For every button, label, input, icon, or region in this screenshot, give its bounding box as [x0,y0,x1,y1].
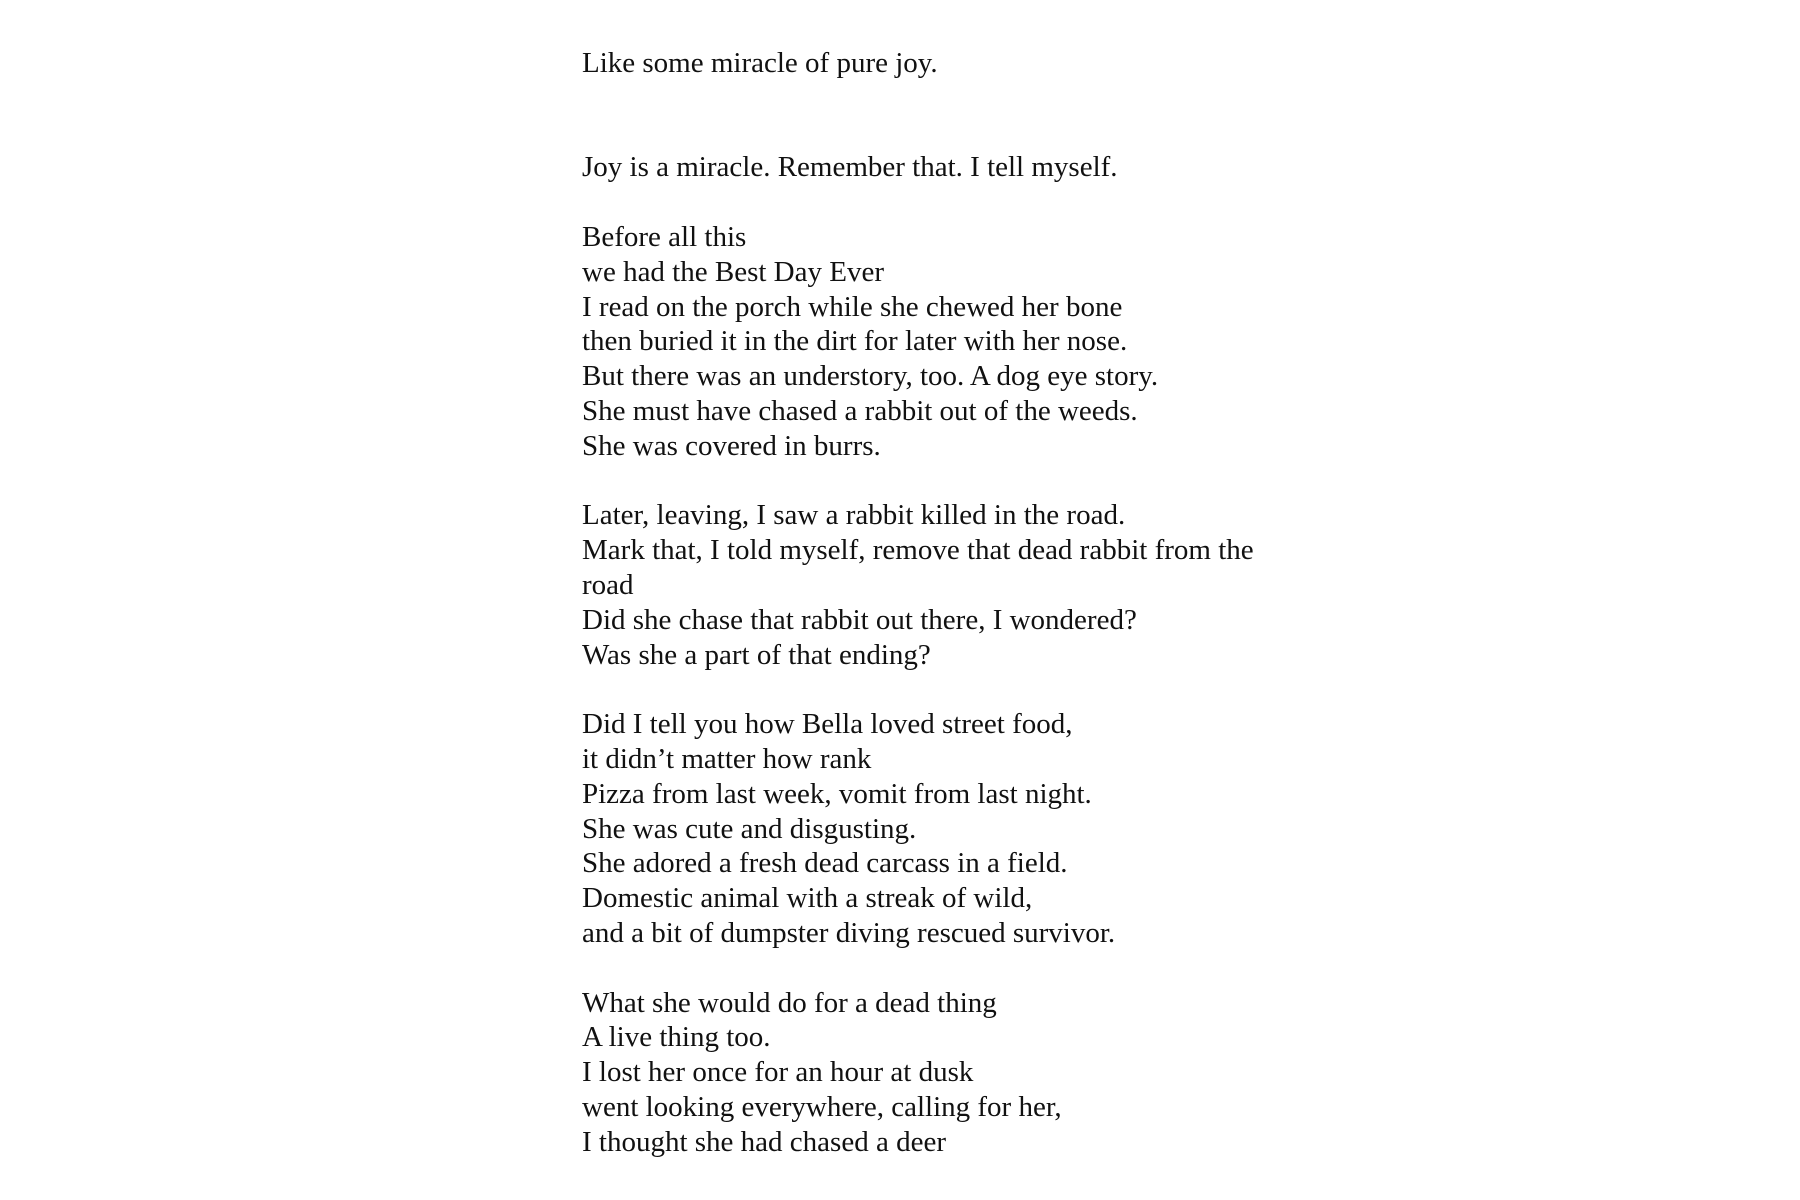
stanza [582,46,1342,81]
poem-line: it didn’t matter how rank [582,742,872,775]
stanza-break [582,951,1342,986]
poem-body [582,46,1342,1160]
poem-line: But there was an understory, too. A dog eye story. [582,360,1159,393]
poem-line: I thought she had chased a deer [582,1125,946,1158]
poem-line: then buried it in the dirt for later with her nose. [582,325,1128,358]
poem-line: Before all this [582,220,747,253]
poem-line: road [582,568,634,601]
poem-line: Pizza from last week, vomit from last night. [582,777,1092,810]
stanza-break [582,464,1342,499]
poem-line: I read on the porch while she chewed her bone [582,290,1123,323]
stanza [582,707,1342,951]
poem-line: Did she chase that rabbit out there, I wondered? [582,603,1137,636]
poem-line: went looking everywhere, calling for her, [582,1090,1062,1123]
stanza-break [582,81,1342,151]
stanza [582,986,1342,1160]
stanza [582,220,1342,464]
stanza [582,498,1342,672]
poem-line: Mark that, I told myself, remove that dead rabbit from the [582,534,1254,567]
poem-line: Like some miracle of pure joy. [582,47,938,79]
poem-line: Joy is a miracle. Remember that. I tell myself. [582,151,1118,184]
poem-line: we had the Best Day Ever [582,255,884,288]
poem-line: and a bit of dumpster diving rescued survivor. [582,916,1116,949]
poem-line: She was cute and disgusting. [582,812,917,845]
poem-line: Domestic animal with a streak of wild, [582,882,1033,915]
poem-line: Later, leaving, I saw a rabbit killed in the road. [582,499,1126,532]
stanza-break [582,672,1342,707]
poem-line: Was she a part of that ending? [582,638,931,671]
poem-line: Did I tell you how Bella loved street food, [582,708,1073,741]
poem-line: What she would do for a dead thing [582,986,997,1019]
poem-line: She adored a fresh dead carcass in a field. [582,847,1068,880]
poem-line: I lost her once for an hour at dusk [582,1056,974,1089]
stanza-break [582,185,1342,220]
poem-line: She was covered in burrs. [582,429,881,462]
poem-line: A live thing too. [582,1021,771,1054]
poem-line: She must have chased a rabbit out of the weeds. [582,394,1138,427]
stanza [582,150,1342,185]
